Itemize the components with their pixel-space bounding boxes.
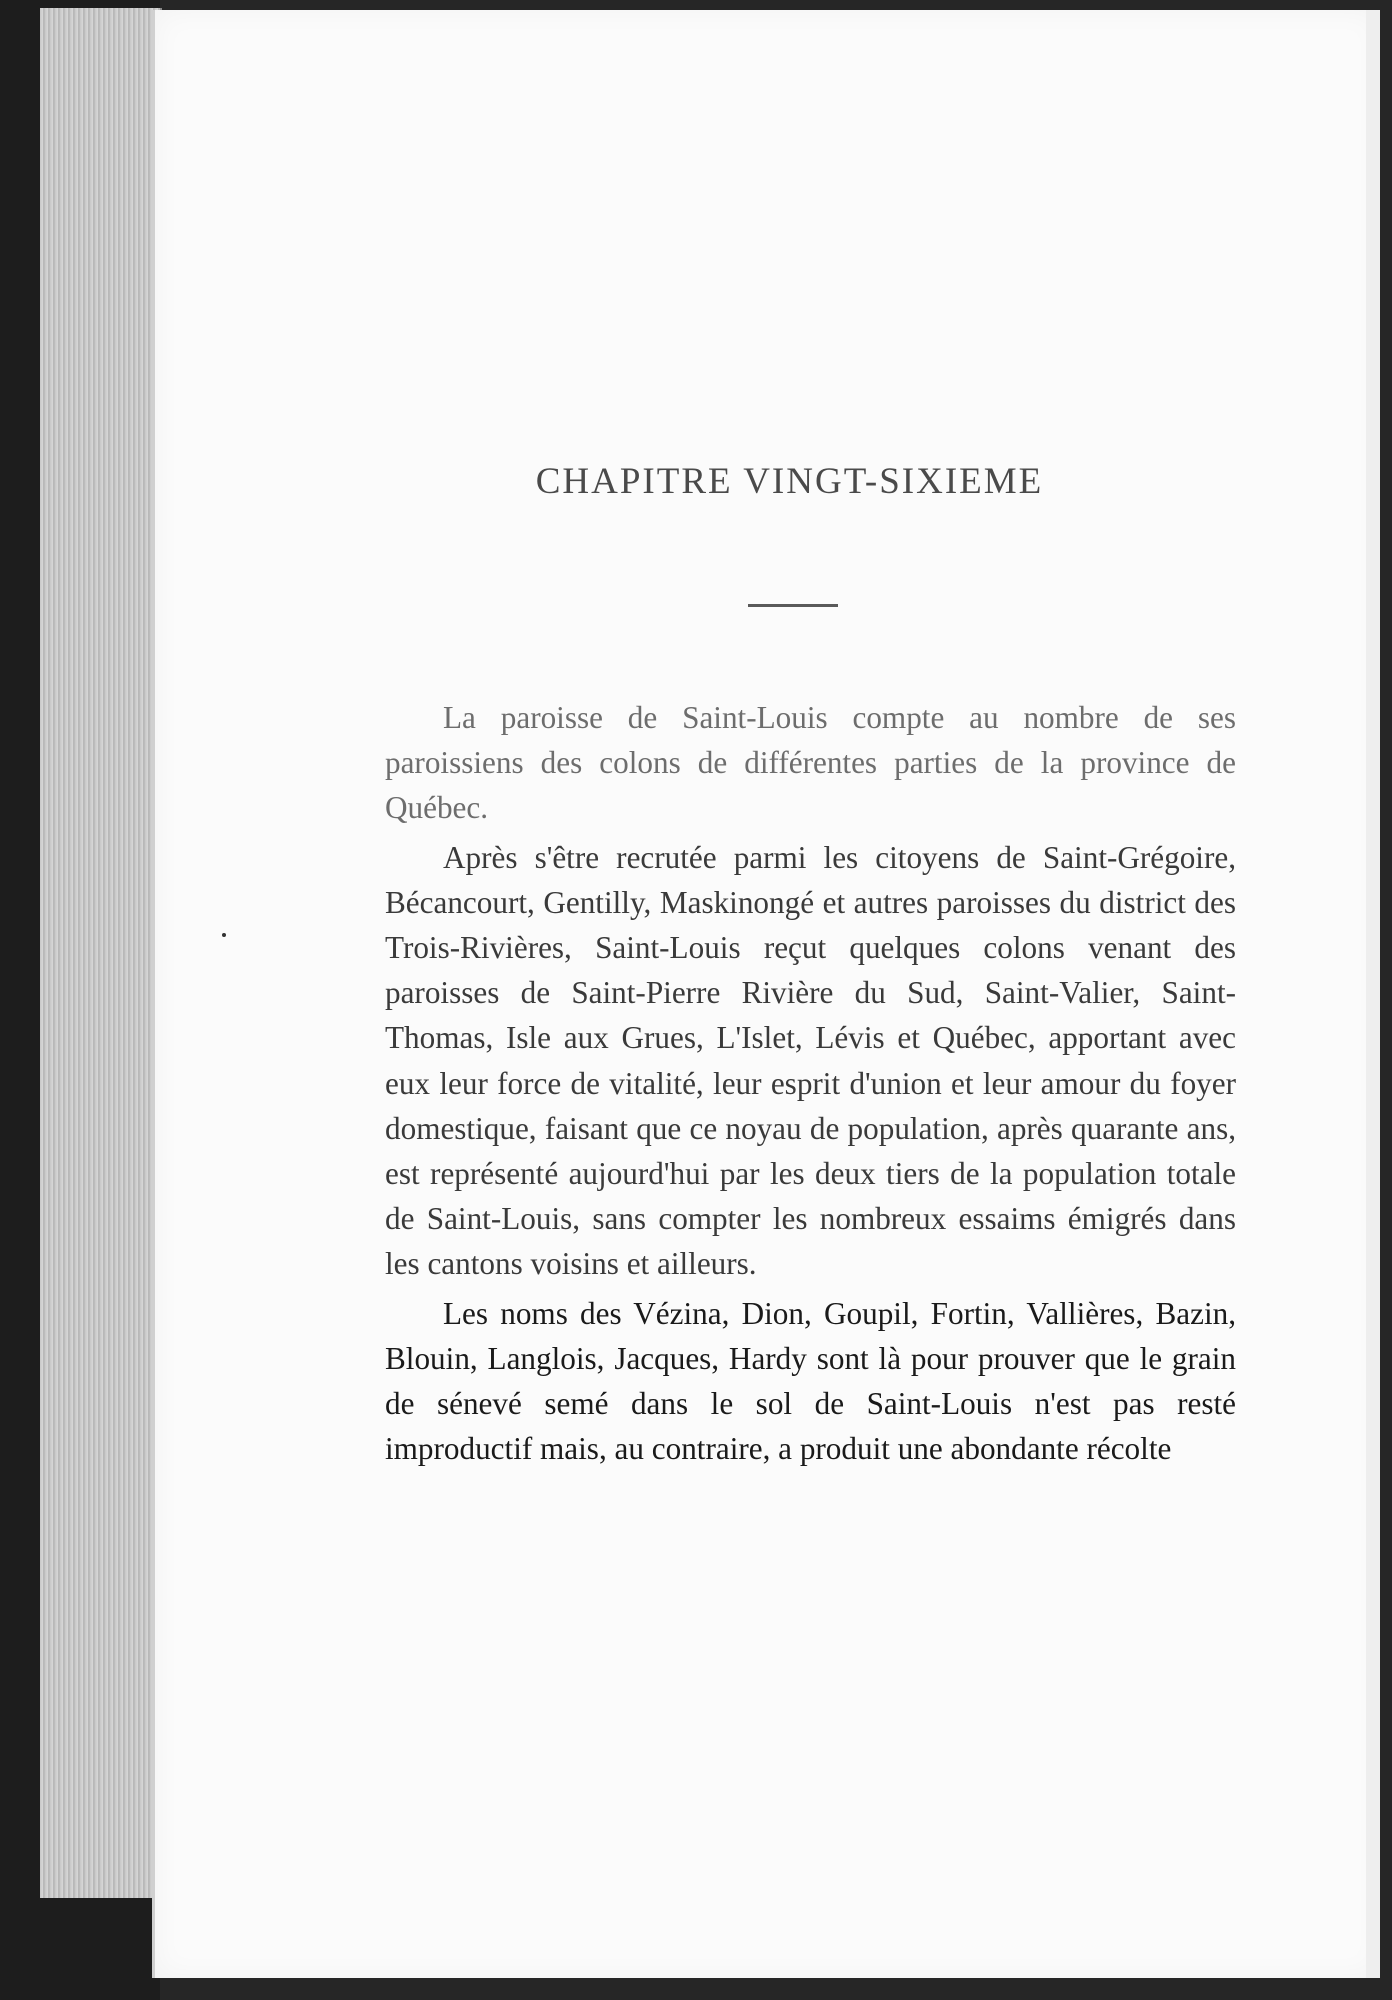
paragraph-2: Après s'être recrutée parmi les citoyens de Saint-Grégoire, Bécancourt, Gentilly, Maskinongé et autres paroisses du district des Trois-Rivières, Saint-Louis reçut quelques colons venant des paroisses de Saint-Pierre Rivière du Sud, Saint-Valier, Saint-Thomas, Isle aux Grues, L'Islet, Lévis et Québec, apportant avec eux leur force de vitalité, leur esprit d'union et leur amour du foyer domestique, faisant que ce noyau de population, après quarante ans, est représenté aujourd'hui par les deux tiers de la population totale de Saint-Louis, sans compter les nombreux essaims émigrés dans les cantons voisins et ailleurs. <box>385 839 1236 1282</box>
book-page <box>152 10 1380 1978</box>
body-text <box>385 695 1236 1475</box>
paragraph-3: Les noms des Vézina, Dion, Goupil, Fortin, Vallières, Bazin, Blouin, Langlois, Jacques, Hardy sont là pour prouver que le grain de sénevé semé dans le sol de Saint-Louis n'est pas resté improductif mais, au contraire, a produit une abondante récolte <box>385 1295 1236 1467</box>
ink-speck <box>222 933 226 937</box>
chapter-title <box>155 460 1380 503</box>
paragraph-1: La paroisse de Saint-Louis compte au nombre de ses paroissiens des colons de différentes parties de la province de Québec. <box>385 700 1236 826</box>
chapter-title-text: CHAPITRE VINGT-SIXIEME <box>535 461 1044 502</box>
page-margin-edge <box>1366 10 1380 1978</box>
title-divider <box>748 604 838 607</box>
page-edges <box>40 8 162 1898</box>
